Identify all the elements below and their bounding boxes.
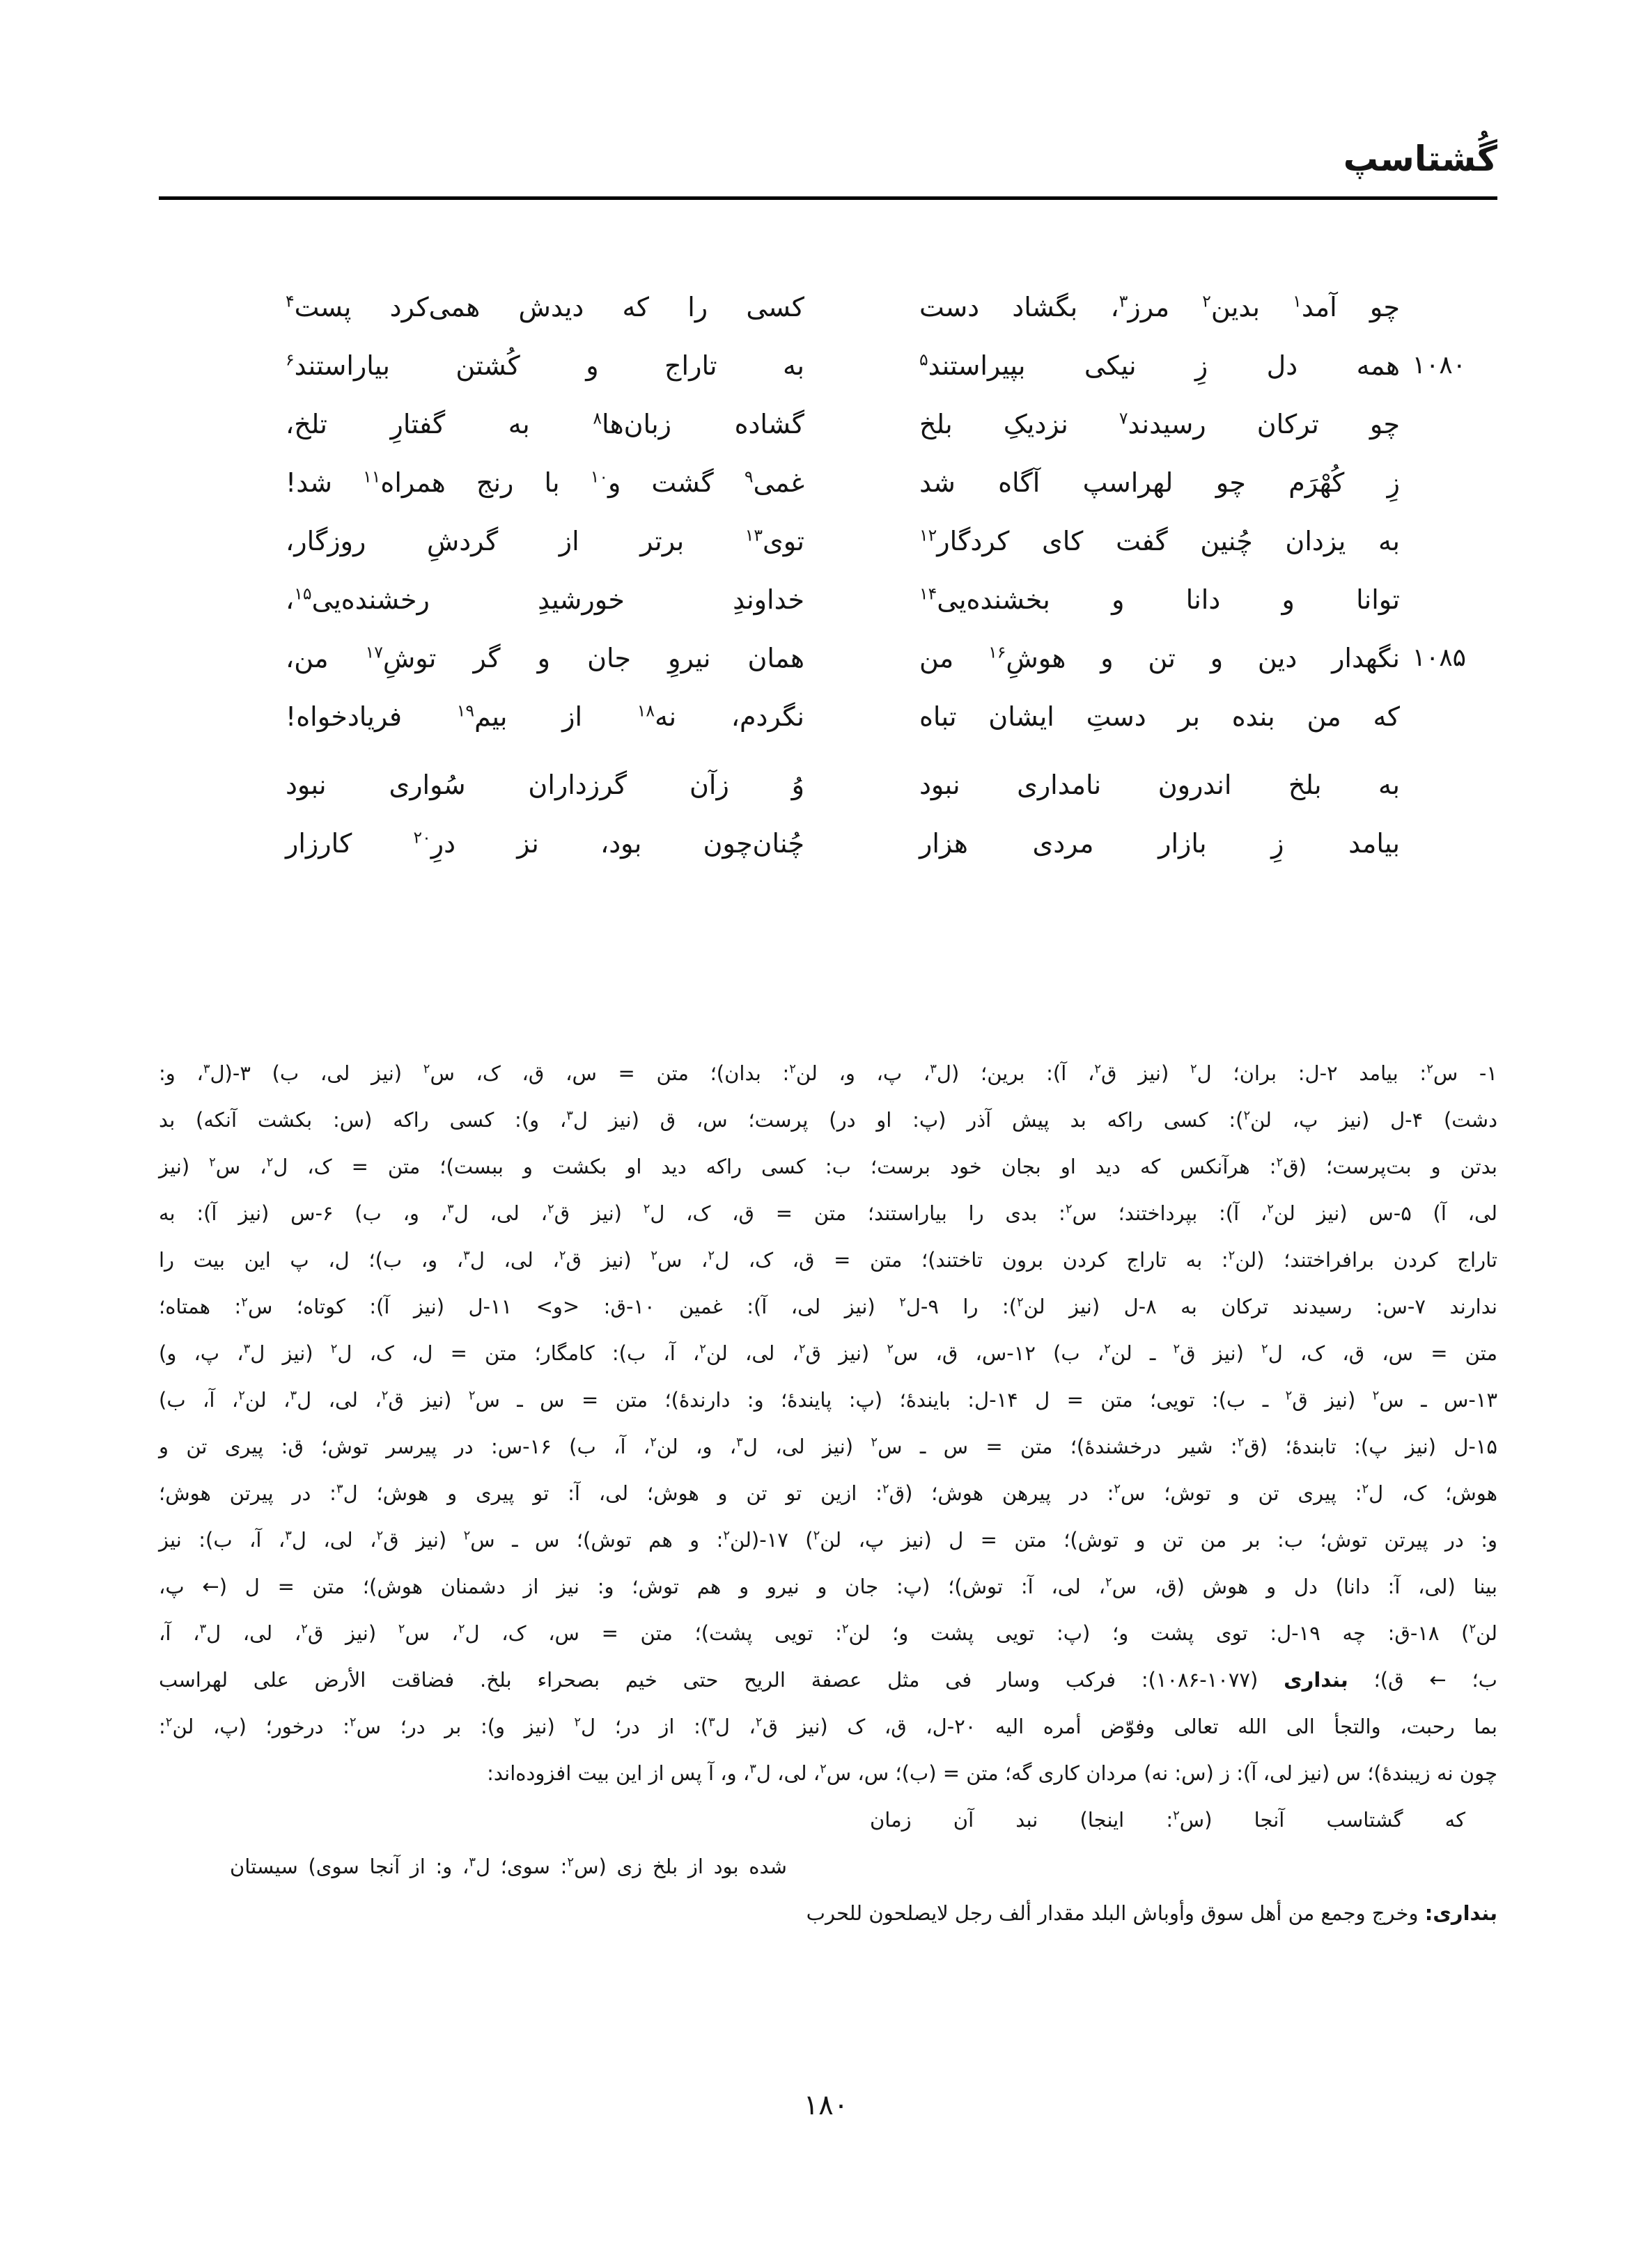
footnote-ref: ۱۱ (363, 467, 381, 487)
apparatus-closing-line: بنداری: وخرج وجمع من أهل سوق وأوباش البلد مقدار ألف رجل لایصلحون للحرب (806, 1901, 1497, 1925)
apparatus-line: چون نه زیبندهٔ)؛ س (نیز لی، آ): ز (س: نه) مردان کاری گه؛ متن = (ب)؛ س، س$^۲$، لی، ل$^۳$، و، آ پس از این بیت افزوده‌اند: (487, 1761, 1497, 1785)
page-title: گُشتاسپ (1343, 139, 1497, 179)
footnote-ref: ۲ (1190, 1061, 1197, 1077)
footnote-ref: ۲ (1267, 1201, 1274, 1217)
stanza-2 (159, 756, 1497, 873)
hemistich-right: همه دل زِ نیکی بپیراستند$^۵$ (919, 350, 1400, 381)
hemistich-right: به بلخ اندرون نامداری نبود (919, 770, 1400, 800)
footnote-ref: ۲ (381, 1388, 389, 1403)
hemistich-left: نگردم، نه$^{۱۸}$ از بیم$^{۱۹}$ فریادخواه! (286, 701, 805, 732)
footnote-ref: ۱۲ (919, 525, 937, 545)
footnote-ref: ۲ (789, 1061, 796, 1077)
footnote-ref: ۲ (1469, 1621, 1476, 1637)
hemistich-left: گشاده زبان‌ها$^۸$ به گفتارِ تلخ، (286, 408, 804, 439)
hemistich-left: غمی$^۹$ گشت و$^{۱۰}$ با رنج همراه$^{۱۱}$ شد! (286, 467, 804, 498)
footnote-ref: ۳ (199, 1621, 207, 1637)
footnote-ref: ۲ (559, 1248, 566, 1263)
footnote-ref: ۳ (566, 1108, 573, 1123)
footnote-ref: ۲۰ (413, 827, 431, 848)
apparatus-line: ۱- س$^۲$: بیامد ۲-ل: بران؛ ل$^۲$ (نیز ق$^۲$، آ): برین؛ (ل$^۳$، پ، و، لن$^۲$: بدان)؛ متن = س، ق، ک، س$^۲$ (نیز لی، ب) ۳-(ل$^۳$، و: (159, 1061, 1497, 1085)
footnote-ref: ۳ (708, 1715, 715, 1730)
footnote-ref: ۲ (1285, 1388, 1293, 1403)
footnote-ref: ۱۸ (637, 701, 655, 721)
footnote-ref: ۲ (1065, 1201, 1073, 1217)
footnote-ref: ۲ (1228, 1248, 1236, 1263)
footnote-ref: ۳ (736, 1435, 743, 1450)
footnote-ref: ۲ (723, 1528, 731, 1543)
footnote-ref: ۳ (336, 1481, 343, 1497)
hemistich-left: چُنان‌چون بود، نز درِ$^{۲۰}$ کارزار (286, 827, 804, 859)
verse-row (159, 395, 1497, 453)
footnote-ref: ۲ (1173, 1341, 1180, 1357)
apparatus-line: ب؛ ← ق)؛ بنداری (۱۰۷۷‏-‏۱۰۸۶): فرکب وسار فی مثل عصفة الریح حتی خیم بصحراء بلخ. فضاقت الأرض علی لهراسب (159, 1668, 1497, 1692)
footnote-ref: ۲ (650, 1248, 658, 1263)
apparatus-line: بما رحبت، والتجأ الی الله تعالی وفوّض أمره الیه ۲۰-ل، ق، ک (نیز ق$^۲$، ل$^۳$): از در؛ ل$^۲$ (نیز و): بر در؛ س$^۲$: درخور؛ (پ، لن$^۲$: (159, 1715, 1497, 1738)
apparatus-line: ۱۳-س ـ س$^۲$ (نیز ق$^۲$ ـ ب): تویی؛ متن = ل ۱۴-ل: بایندهٔ؛ (پ: پایندهٔ؛ و: دارندهٔ)؛ متن = س ـ س$^۲$ (نیز ق$^۲$، لی، ل$^۳$، لن$^۲$، آ، ب) (159, 1388, 1498, 1412)
footnote-ref: ۲ (349, 1715, 357, 1730)
footnote-ref: ۲ (468, 1388, 476, 1403)
footnote-ref: ۲ (1426, 1061, 1433, 1077)
page-number: ۱۸۰ (803, 2089, 849, 2121)
apparatus-line: ۱۵-ل (نیز پ): تابندهٔ؛ (ق$^۲$: شیر درخشندهٔ)؛ متن = س ـ س$^۲$ (نیز لی، ل$^۳$، و، لن$^۲$، آ، ب) ۱۶-س: در پیرسر توش؛ ق: پیری تن و (159, 1435, 1498, 1458)
footnote-ref: ۲ (699, 1341, 706, 1357)
footnote-ref: ۲ (330, 1341, 338, 1357)
apparatus-line: بدتن و بت‌پرست؛ (ق$^۲$: هرآنکس که دید او بجان خود برست؛ ب: کسی راکه دید او بکشت و ببست)؛ متن = ک، ل$^۲$، س$^۲$ (نیز (159, 1155, 1498, 1178)
footnote-ref: ۲ (1105, 1575, 1112, 1590)
footnote-ref: ۲ (1173, 1808, 1180, 1823)
footnote-ref: ۲ (899, 1295, 906, 1310)
footnote-ref: ۱۶ (988, 642, 1006, 662)
footnote-ref: ۲ (1104, 1341, 1111, 1357)
verse-row (159, 278, 1497, 336)
footnote-ref: ۲ (1237, 1435, 1245, 1450)
hemistich-right: بیامد زِ بازار مردی هزار (919, 828, 1400, 859)
footnote-ref: ۳ (749, 1761, 756, 1777)
footnote-ref: ۳ (203, 1061, 210, 1077)
apparatus-line: لن$^۲$) ۱۸-ق: چه ۱۹-ل: توی پشت و؛ (پ: تویی پشت و؛ لن$^۲$: تویی پشت)؛ متن = س، ک، ل$^۲$، س$^۲$ (نیز ق$^۲$، لی، ل$^۳$، آ، (159, 1621, 1498, 1645)
verse-row (159, 814, 1497, 873)
footnote-ref: ۲ (547, 1201, 554, 1217)
footnote-ref: ۲ (1017, 1295, 1024, 1310)
footnote-ref: ۲ (841, 1621, 849, 1637)
apparatus-quote-row (159, 1797, 1497, 1843)
verse-row (159, 687, 1497, 746)
footnote-ref: ۲ (820, 1761, 827, 1777)
hemistich-right: چو آمد$^۱$ بدین$^۲$ مرز$^۳$، بگشاد دست (919, 291, 1400, 322)
footnote-ref: ۲ (798, 1341, 806, 1357)
footnote-ref: ۲ (1114, 1481, 1121, 1497)
verse-number: ۱۰۸۰ (1412, 351, 1466, 380)
hemistich-right: توانا و دانا و بخشنده‌یی$^{۱۴}$ (919, 584, 1400, 615)
apparatus-line: ندارند ۷-س: رسیدند ترکان به ۸-ل (نیز لن$^۲$): را ۹-ل$^۲$ (نیز لی، آ): غمین ۱۰-ق: <و> ۱۱-ل (نیز آ): کوتاه؛ س$^۲$: همتاه؛ (159, 1295, 1497, 1318)
footnote-ref: ۳ (930, 1061, 937, 1077)
footnote-ref: ۲ (1094, 1061, 1101, 1077)
verse-number: ۱۰۸۵ (1412, 644, 1466, 672)
verse-row (159, 453, 1497, 512)
footnote-ref: ۳ (463, 1248, 470, 1263)
footnote-ref: ۳ (243, 1341, 251, 1357)
footnote-ref: ۳ (1119, 291, 1128, 311)
hemistich-right: نگهدار دین و تن و هوشِ$^{۱۶}$ من (919, 642, 1400, 673)
apparatus-quote-row (159, 1843, 1497, 1890)
footnote-ref: ۲ (423, 1061, 430, 1077)
critical-apparatus (159, 1050, 1497, 1937)
footnote-ref: ۱۹ (456, 701, 475, 721)
hemistich-right: که من بنده بر دستِ ایشان تباه (919, 701, 1400, 732)
footnote-ref: ۶ (286, 350, 295, 370)
hemistich-left: وُ زآن گرزداران سُواری نبود (286, 770, 804, 800)
footnote-ref: ۳ (285, 1528, 292, 1543)
hemistich-left: توی$^{۱۳}$ برتر از گردشِ روزگار، (286, 525, 804, 556)
footnote-ref: ۲ (871, 1435, 878, 1450)
apparatus-line: بینا (لی، آ: دانا) دل و هوش (ق، س$^۲$، لی، آ: توش)؛ (پ: جان و نیرو و هم توش؛ و: نیز از دشمنان هوش)؛ متن = ل (← پ، (159, 1575, 1497, 1598)
footnote-ref: ۹ (744, 467, 754, 487)
footnote-ref: ۴ (286, 291, 295, 311)
footnote-ref: ۲ (650, 1435, 657, 1450)
verse-row (159, 512, 1497, 570)
hemistich-right: چو ترکان رسیدند$^۷$ نزدیکِ بلخ (919, 408, 1400, 439)
footnote-ref: ۲ (209, 1155, 216, 1170)
verse-row (159, 756, 1497, 814)
footnote-ref: ۲ (887, 1341, 894, 1357)
verse-row (159, 629, 1497, 687)
footnote-ref: ۱۰ (590, 467, 608, 487)
footnote-ref: ۵ (919, 350, 928, 370)
footnote-ref: ۲ (165, 1715, 173, 1730)
footnote-ref: ۲ (238, 1388, 245, 1403)
hemistich-left: خداوندِ خورشیدِ رخشنده‌یی$^{۱۵}$، (286, 584, 804, 615)
stanza-1 (159, 278, 1497, 746)
footnote-ref: ۲ (1261, 1341, 1268, 1357)
footnote-ref: ۲ (574, 1715, 582, 1730)
footnote-ref: ۲ (755, 1715, 763, 1730)
footnote-ref: ۲ (301, 1621, 308, 1637)
verse-row (159, 336, 1497, 395)
apparatus-line: متن = س، ق، ک، ل$^۲$ (نیز ق$^۲$ ـ لن$^۲$، ب) ۱۲-س، ق، س$^۲$ (نیز ق$^۲$، لی، لن$^۲$، آ، ب): کامگار؛ متن = ل، ک، ل$^۲$ (نیز ل$^۳$، پ، و) (159, 1341, 1497, 1365)
quoted-hemistich-right: که گشتاسب آنجا (س$^۲$: اینجا) نبد آن زمان (870, 1808, 1465, 1832)
page-header (159, 127, 1497, 200)
footnote-ref: ۸ (593, 408, 602, 428)
footnote-ref: ۲ (241, 1295, 248, 1310)
apparatus-line: و: در پیرتن توش؛ ب: بر من تن و توش)؛ متن = ل (نیز پ، لن$^۲$) ۱۷-(لن$^۲$: و هم توش)؛ س ـ س$^۲$ (نیز ق$^۲$، لی، ل$^۳$، آ، ب): نیز (159, 1528, 1498, 1552)
footnote-ref: ۲ (1243, 1108, 1251, 1123)
footnote-ref: ۳ (447, 1201, 454, 1217)
footnote-ref: ۲ (708, 1248, 715, 1263)
footnote-ref: ۱۷ (365, 642, 383, 662)
apparatus-line: لی، آ) ۵-س (نیز لن$^۲$، آ): بپرداختند؛ س$^۲$: بدی را بیاراستند؛ متن = ق، ک، ل$^۲$ (نیز ق$^۲$، لی، ل$^۳$، و، ب) ۶-س (نیز آ): به (159, 1201, 1497, 1225)
apparatus-line: هوش؛ ک، ل$^۲$: پیری تن و توش؛ س$^۲$: در پیرهن هوش؛ (ق$^۲$: ازین تو تن و هوش؛ لی، آ: تو پیری و هوش؛ ل$^۳$: در پیرتن هوش؛ (159, 1481, 1498, 1505)
quoted-hemistich-left: شده بود از بلخ زی (س$^۲$: سوی؛ ل$^۳$، و: از آنجا سوی) سیستان (230, 1855, 787, 1878)
footnote-ref: ۲ (567, 1855, 575, 1870)
apparatus-line: دشت) ۴-ل (نیز پ، لن$^۲$): کسی راکه بد پیش آذر (پ: او در) پرست؛ س، ق (نیز ل$^۳$، و): کسی راکه (س: بکشت آنکه) بد (159, 1108, 1497, 1132)
footnote-ref: ۱۵ (294, 584, 312, 604)
hemistich-right: به یزدان چُنین گفت کای کردگار$^{۱۲}$ (919, 525, 1400, 556)
hemistich-right: زِ کُهْرَم چو لهراسپ آگاه شد (919, 467, 1400, 498)
apparatus-line: تاراج کردن برافراختند؛ (لن$^۲$: به تاراج کردن برون تاختند)؛ متن = ق، ک، ل$^۲$، س$^۲$ (نیز ق$^۲$، لی، ل$^۳$، و، ب)؛ ل، پ این بیت را (159, 1248, 1498, 1272)
footnote-ref: ۲ (458, 1621, 465, 1637)
footnote-ref: ۱ (1293, 291, 1302, 311)
footnote-ref: ۲ (1276, 1155, 1284, 1170)
footnote-ref: ۷ (1119, 408, 1128, 428)
footnote-ref: ۳ (469, 1855, 476, 1870)
footnote-ref: ۲ (398, 1621, 405, 1637)
footnote-ref: ۲ (643, 1201, 650, 1217)
footnote-ref: ۱۴ (919, 584, 937, 604)
footnote-ref: ۲ (266, 1155, 274, 1170)
poem (159, 278, 1497, 873)
footnote-ref: ۲ (376, 1528, 384, 1543)
verse-row (159, 570, 1497, 629)
footnote-ref: ۲ (1372, 1388, 1380, 1403)
hemistich-left: به تاراج و کُشتن بیاراستند$^۶$ (286, 350, 804, 381)
footnote-ref: ۲ (463, 1528, 471, 1543)
hemistich-left: همان نیروِ جان و گر توشِ$^{۱۷}$ من، (286, 642, 805, 673)
footnote-ref: ۲ (882, 1481, 889, 1497)
hemistich-left: کسی را که دیدش همی‌کرد پست$^۴$ (286, 291, 804, 322)
footnote-ref: ۲ (1362, 1481, 1369, 1497)
footnote-ref: ۲ (813, 1528, 820, 1543)
header-rule (159, 196, 1497, 200)
footnote-ref: ۱۳ (745, 525, 763, 545)
footnote-ref: ۲ (1202, 291, 1211, 311)
footnote-ref: ۳ (290, 1388, 297, 1403)
